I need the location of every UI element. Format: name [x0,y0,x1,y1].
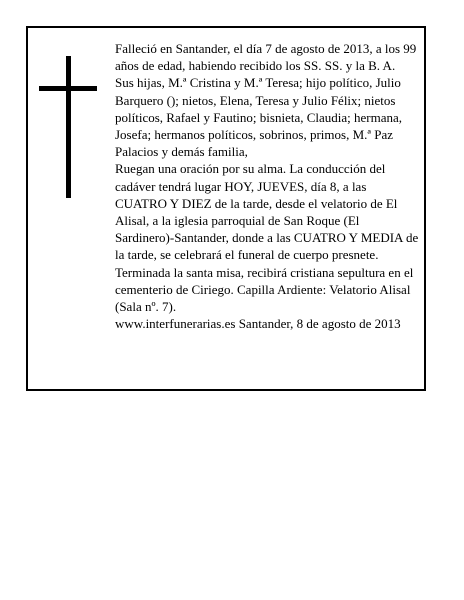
cross-horizontal-bar [39,86,97,91]
cross-vertical-bar [66,56,71,198]
death-announcement: Falleció en Santander, el día 7 de agosto de 2013, a los 99 años de edad, habiendo recibido los SS. SS. y la B. A. [115,41,417,74]
obituary-notice-frame [26,26,426,391]
family-list: Sus hijas, M.ª Cristina y M.ª Teresa; hijo político, Julio Barquero (); nietos, Elena, Teresa y Julio Félix; nietos políticos, Rafael y Fautino; bisnieta, Claudia; hermana, Josefa; hermanos políticos, sobrinos, primos, M.ª Paz Palacios y demás familia, [115,75,403,160]
source-and-date: www.interfunerarias.es Santander, 8 de agosto de 2013 [115,316,401,332]
cross-icon [39,56,97,198]
funeral-details: Ruegan una oración por su alma. La conducción del cadáver tendrá lugar HOY, JUEVES, día 8, a las CUATRO Y DIEZ de la tarde, desde el velatorio de El Alisal, a la iglesia parroquial de San Roque (El Sardinero)-Santander, donde a las CUATRO Y MEDIA de la tarde, se celebrará el funeral de cuerpo presnete. [115,161,419,263]
burial-details: Terminada la santa misa, recibirá cristiana sepultura en el cementerio de Ciriego. Capilla Ardiente: Velatorio Alisal (Sala nº. 7). [115,264,414,315]
obituary-text [115,40,421,332]
